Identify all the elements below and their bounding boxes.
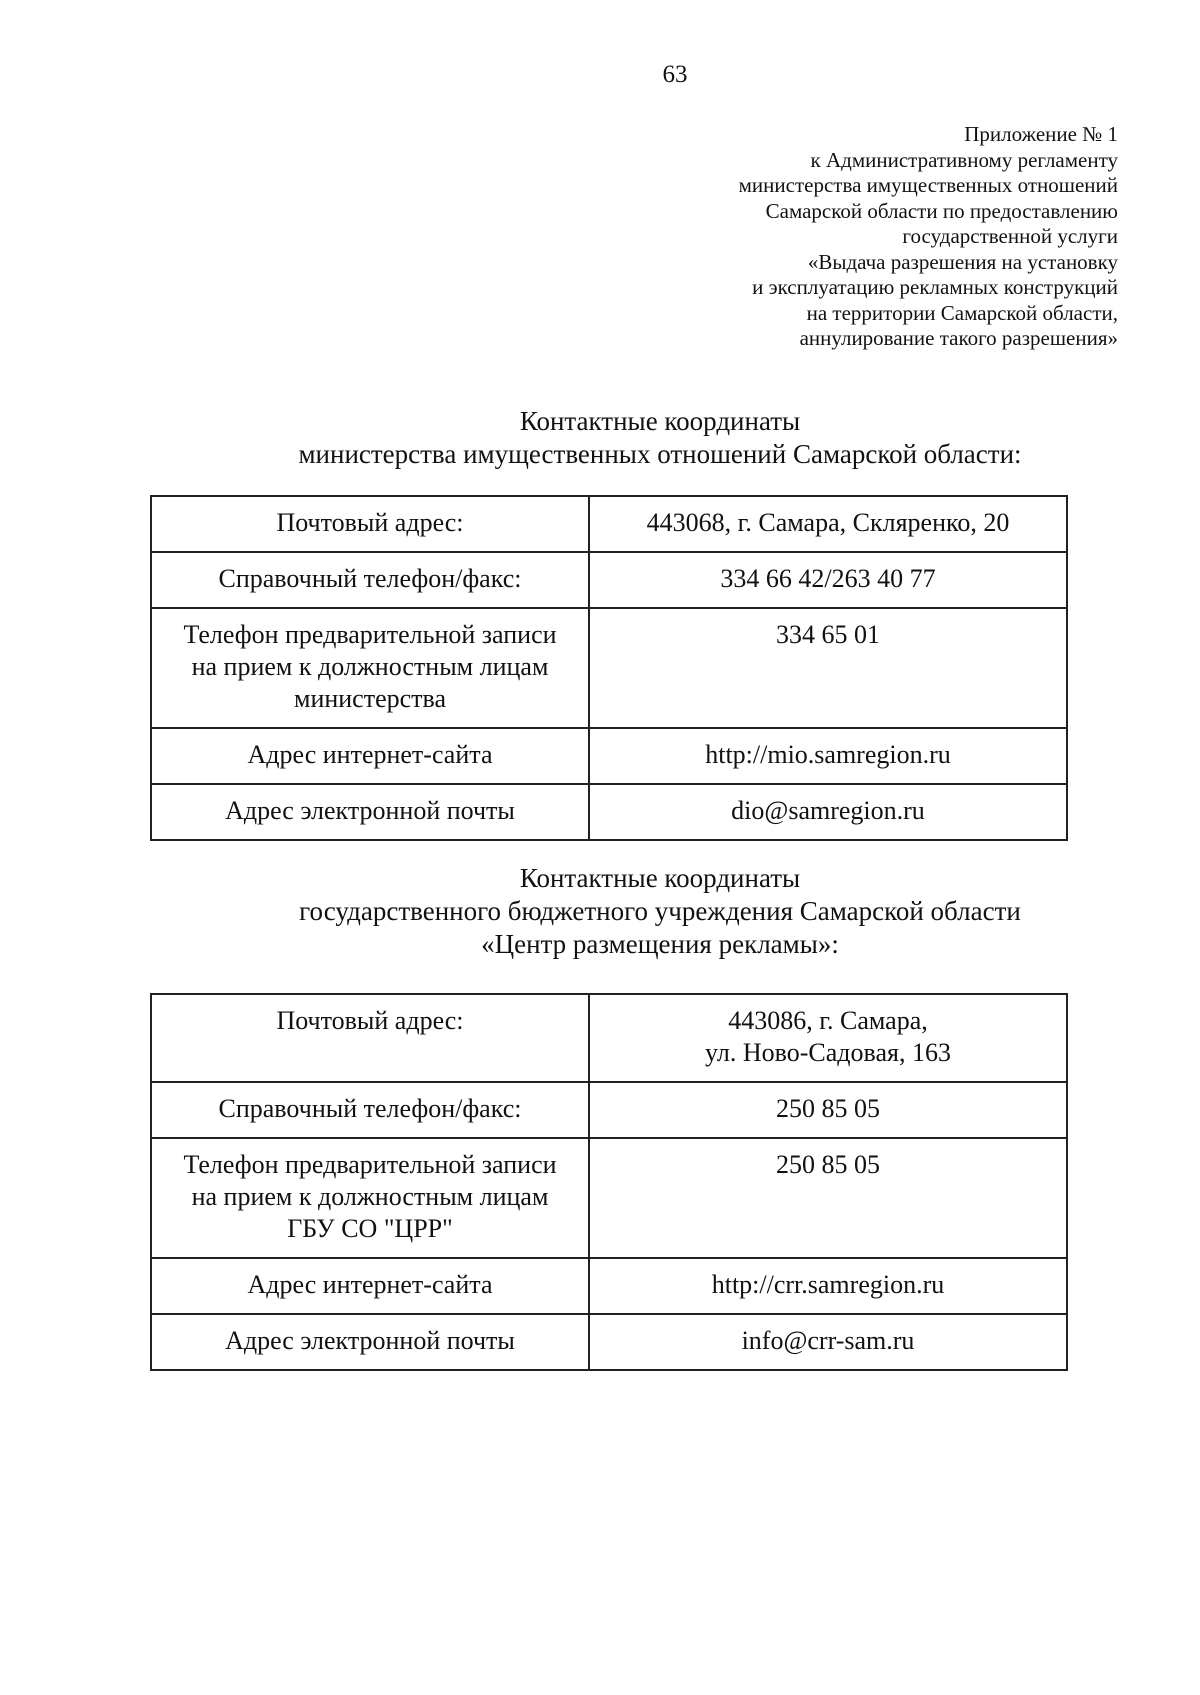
row-value: 443068, г. Самара, Скляренко, 20 [589,496,1067,552]
row-label: Справочный телефон/факс: [151,1082,589,1138]
heading-line: министерства имущественных отношений Самарской области: [298,439,1022,469]
heading-line: Контактные координаты [519,863,801,893]
appendix-line: аннулирование такого разрешения» [799,326,1118,350]
heading-line: «Центр размещения рекламы»: [481,929,839,959]
appendix-line: Самарской области по предоставлению [765,198,1118,223]
website-link[interactable]: http://mio.samregion.ru [589,728,1067,784]
table-row [151,784,1067,840]
table-row [151,728,1067,784]
row-label: Почтовый адрес: [151,994,589,1082]
row-value: 334 65 01 [589,608,1067,728]
email-link[interactable]: info@crr-sam.ru [589,1314,1067,1370]
table-row [151,608,1067,728]
heading-line: Контактные координаты [519,406,801,436]
row-label: Справочный телефон/факс: [151,552,589,608]
appendix-note [598,122,1118,352]
row-label: Адрес электронной почты [151,1314,589,1370]
contacts-table-center [150,993,1068,1371]
row-value: 250 85 05 [589,1082,1067,1138]
appendix-line: государственной услуги [902,224,1118,248]
appendix-line: Приложение № 1 [964,122,1118,146]
website-link[interactable]: http://crr.samregion.ru [589,1258,1067,1314]
row-label: Телефон предварительной записи на прием к должностным лицам ГБУ СО "ЦРР" [151,1138,589,1258]
table-row [151,552,1067,608]
row-label: Телефон предварительной записи на прием к должностным лицам министерства [151,608,589,728]
table-row [151,496,1067,552]
row-label: Адрес интернет-сайта [151,1258,589,1314]
email-link[interactable]: dio@samregion.ru [589,784,1067,840]
row-value: 443086, г. Самара, ул. Ново-Садовая, 163 [589,994,1067,1082]
row-label: Адрес интернет-сайта [151,728,589,784]
table-row [151,1258,1067,1314]
appendix-line: и эксплуатацию рекламных конструкций [752,275,1118,299]
row-label: Почтовый адрес: [151,496,589,552]
appendix-line: «Выдача разрешения на установку [807,249,1118,274]
heading-line: государственного бюджетного учреждения Самарской области [299,896,1021,926]
row-label: Адрес электронной почты [151,784,589,840]
contacts-table-ministry [150,495,1068,841]
row-value: 334 66 42/263 40 77 [589,552,1067,608]
appendix-line: на территории Самарской области, [806,300,1118,325]
row-value: 250 85 05 [589,1138,1067,1258]
table-row [151,1314,1067,1370]
table-row [151,1082,1067,1138]
section-heading-center [150,862,1170,961]
appendix-line: министерства имущественных отношений [738,173,1118,197]
table-row [151,1138,1067,1258]
table-row [151,994,1067,1082]
section-heading-ministry [150,405,1170,471]
appendix-line: к Административному регламенту [810,147,1118,172]
page-number: 63 [662,61,688,88]
